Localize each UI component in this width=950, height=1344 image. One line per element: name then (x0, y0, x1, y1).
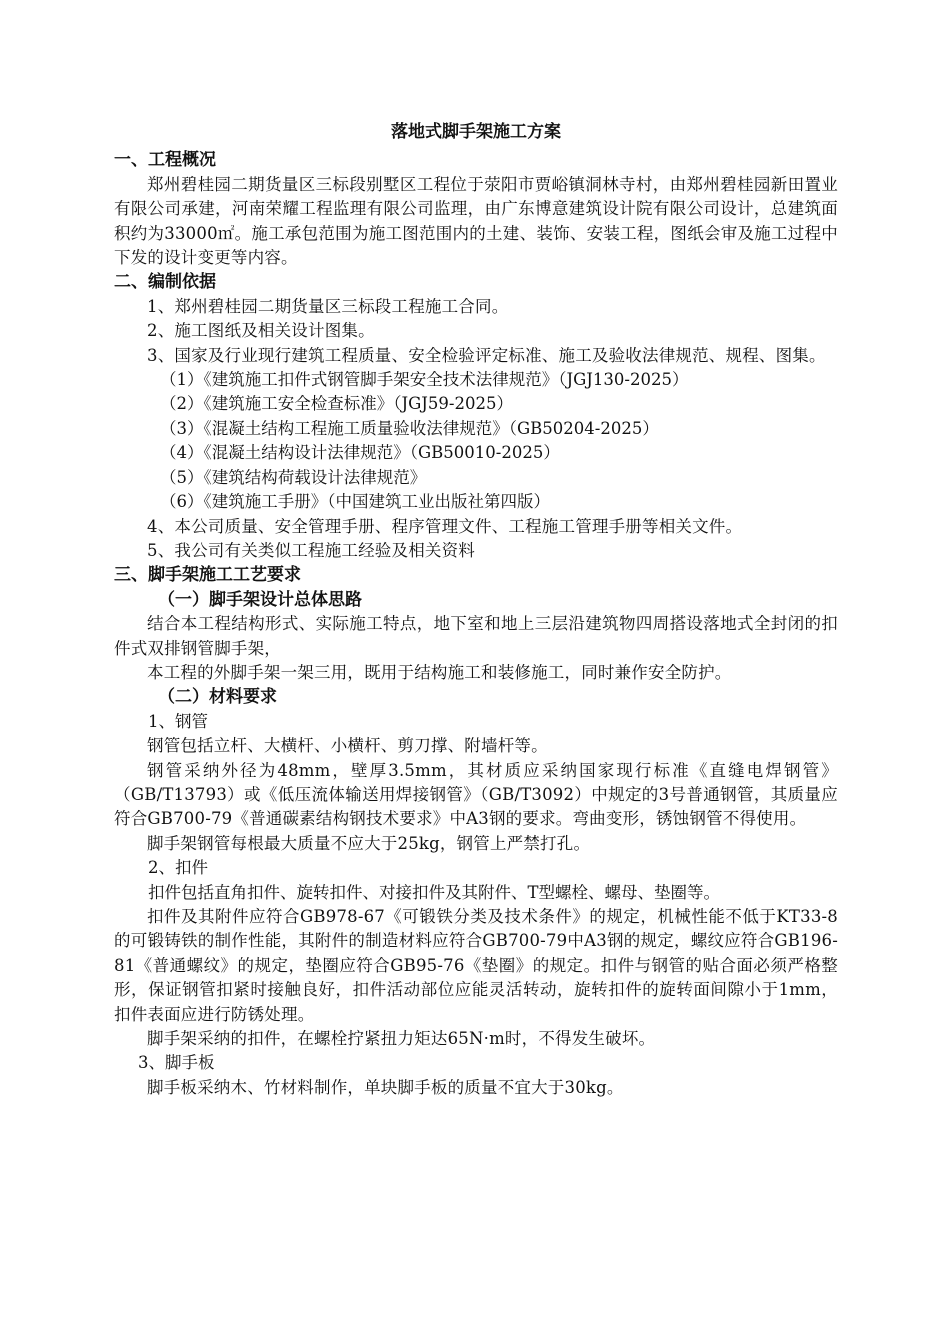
steel-pipe-paragraph-1: 钢管包括立杆、大横杆、小横杆、剪刀撑、附墙杆等。 (147, 736, 548, 756)
basis-item-3: 3、国家及行业现行建筑工程质量、安全检验评定标准、施工及验收法律规范、规程、图集。 (147, 345, 826, 365)
steel-pipe-heading: 1、钢管 (148, 711, 208, 731)
steel-pipe-paragraph-3: 脚手架钢管每根最大质量不应大于25kg，钢管上严禁打孔。 (147, 833, 591, 853)
section-heading-basis: 二、编制依据 (114, 272, 216, 293)
reference-item: （1）《建筑施工扣件式钢管脚手架安全技术法律规范》（JGJ130-2025） (160, 370, 689, 390)
steel-pipe-paragraph-2: 钢管采纳外径为48mm，壁厚3.5mm，其材质应采纳国家现行标准《直缝电焊钢管》（GB/T13793）或《低压流体输送用焊接钢管》（GB/T3092）中规定的3号普通钢管，其质量应符合GB700-79《普通碳素结构钢技术要求》中A3钢的要求。弯曲变形，锈蚀钢管不得使用。 (114, 760, 838, 829)
design-paragraph-2: 本工程的外脚手架一架三用，既用于结构施工和装修施工，同时兼作安全防护。 (147, 662, 732, 682)
fastener-paragraph-3: 脚手架采纳的扣件，在螺栓拧紧扭力矩达65N·m时，不得发生破坏。 (147, 1029, 656, 1049)
subsection-heading-design: （一）脚手架设计总体思路 (158, 589, 362, 610)
scaffold-board-heading: 3、脚手板 (138, 1053, 215, 1073)
reference-item: （3）《混凝土结构工程施工质量验收法律规范》（GB50204-2025） (160, 418, 659, 438)
document-title: 落地式脚手架施工方案 (391, 122, 561, 142)
section-heading-overview: 一、工程概况 (114, 150, 216, 171)
reference-item: （6）《建筑施工手册》（中国建筑工业出版社第四版） (160, 492, 550, 512)
fastener-paragraph-1: 扣件包括直角扣件、旋转扣件、对接扣件及其附件、T型螺栓、螺母、垫圈等。 (148, 882, 721, 902)
design-paragraph-1: 结合本工程结构形式、实际施工特点，地下室和地上三层沿建筑物四周搭设落地式全封闭的扣件式双排钢管脚手架， (114, 614, 838, 658)
basis-item-2: 2、施工图纸及相关设计图集。 (147, 321, 375, 341)
reference-item: （4）《混凝土结构设计法律规范》（GB50010-2025） (160, 443, 560, 463)
scaffold-board-paragraph: 脚手板采纳木、竹材料制作，单块脚手板的质量不宜大于30kg。 (147, 1077, 624, 1097)
fastener-heading: 2、扣件 (148, 858, 208, 878)
fastener-paragraph-2: 扣件及其附件应符合GB978-67《可锻铁分类及技术条件》的规定，机械性能不低于KT33-8的可锻铸铁的制作性能，其附件的制造材料应符合GB700-79中A3钢的规定，螺纹应符合GB196-81《普通螺纹》的规定，垫圈应符合GB95-76《垫圈》的规定。扣件与钢管的贴合面必须严格整形，保证钢管扣紧时接触良好，扣件活动部位应能灵活转动，旋转扣件的旋转面间隙小于1mm，扣件表面应进行防锈处理。 (114, 907, 838, 1024)
basis-item-5: 5、我公司有关类似工程施工经验及相关资料 (147, 540, 475, 560)
section-heading-process: 三、脚手架施工工艺要求 (114, 565, 301, 586)
basis-item-1: 1、郑州碧桂园二期货量区三标段工程施工合同。 (147, 296, 509, 316)
reference-item: （2）《建筑施工安全检查标准》（JGJ59-2025） (160, 394, 513, 414)
document-body (114, 120, 838, 1100)
basis-item-4: 4、本公司质量、安全管理手册、程序管理文件、工程施工管理手册等相关文件。 (147, 516, 743, 536)
reference-item: （5）《建筑结构荷载设计法律规范》 (160, 467, 427, 487)
subsection-heading-materials: （二）材料要求 (158, 687, 277, 708)
overview-paragraph: 郑州碧桂园二期货量区三标段别墅区工程位于荥阳市贾峪镇洞林寺村，由郑州碧桂园新田置业有限公司承建，河南荣耀工程监理有限公司监理，由广东博意建筑设计院有限公司设计，总建筑面积约为33000㎡。施工承包范围为施工图范围内的土建、装饰、安装工程，图纸会审及施工过程中下发的设计变更等内容。 (114, 174, 838, 268)
